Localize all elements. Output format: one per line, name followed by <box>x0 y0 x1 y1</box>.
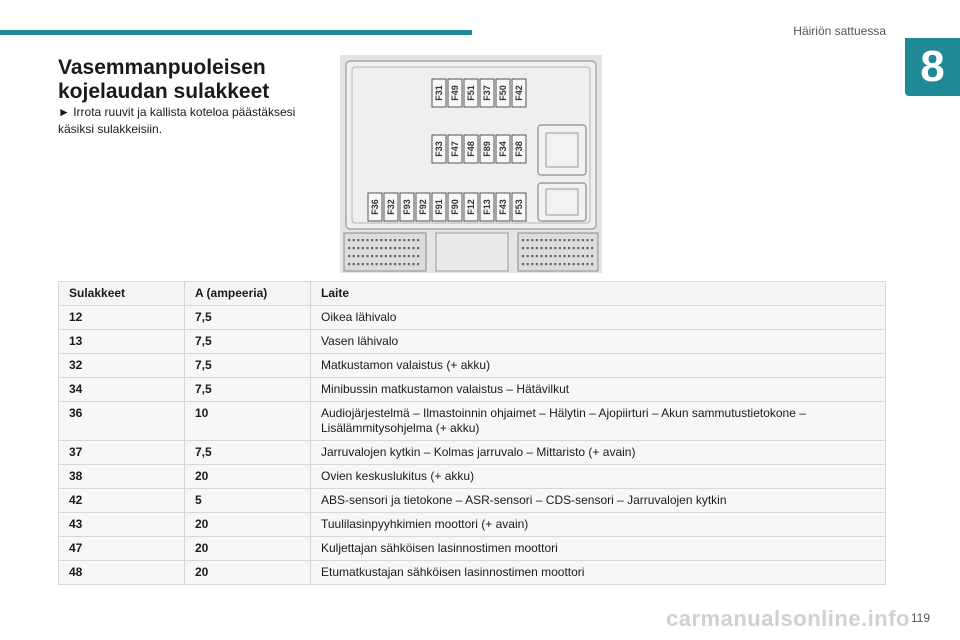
connector-pin <box>399 263 401 265</box>
table-row <box>59 489 886 513</box>
watermark: carmanualsonline.info <box>666 606 910 631</box>
fuse-label: F33 <box>434 141 444 157</box>
column-header-fuse: Sulakkeet <box>59 282 185 306</box>
device-description: Audiojärjestelmä – Ilmastoinnin ohjaimet – Hälytin – Ajopiirturi – Akun sammutustietokone – Lisälämmitysohjelma (+ akku) <box>311 402 886 441</box>
connector-pin <box>554 255 556 257</box>
connector-pin <box>577 247 579 249</box>
connector-pin <box>348 247 350 249</box>
connector-pin <box>522 263 524 265</box>
connector-pin <box>362 247 364 249</box>
connector-pin <box>554 239 556 241</box>
table-row <box>59 330 886 354</box>
device-description: Tuulilasinpyyhkimien moottori (+ avain) <box>311 513 886 537</box>
connector-pin <box>408 263 410 265</box>
fuse-table <box>58 281 886 585</box>
connector-pin <box>527 255 529 257</box>
connector-pin <box>582 263 584 265</box>
connector-pin <box>348 263 350 265</box>
connector-pin <box>366 247 368 249</box>
fuse-number: 12 <box>59 306 185 330</box>
connector-pin <box>559 239 561 241</box>
connector-pin <box>380 255 382 257</box>
connector-pin <box>582 255 584 257</box>
device-description: Oikea lähivalo <box>311 306 886 330</box>
connector-pin <box>586 239 588 241</box>
connector-pin <box>385 239 387 241</box>
connector-pin <box>550 239 552 241</box>
connector-pin <box>353 255 355 257</box>
connector-pin <box>371 263 373 265</box>
fuse-number: 42 <box>59 489 185 513</box>
connector-pin <box>417 255 419 257</box>
fuse-label: F51 <box>466 85 476 101</box>
fuse-number: 13 <box>59 330 185 354</box>
connector-pin <box>563 239 565 241</box>
fuse-label: F47 <box>450 141 460 157</box>
connector-pin <box>591 255 593 257</box>
fuse-label: F13 <box>482 199 492 215</box>
amperage: 7,5 <box>185 306 311 330</box>
connector-pin <box>366 263 368 265</box>
connector-pin <box>540 247 542 249</box>
connector-pin <box>403 255 405 257</box>
column-header-device: Laite <box>311 282 886 306</box>
connector-pin <box>573 239 575 241</box>
connector-pin <box>531 239 533 241</box>
connector-pin <box>573 255 575 257</box>
amperage: 7,5 <box>185 354 311 378</box>
fuse-number: 36 <box>59 402 185 441</box>
connector-pin <box>563 263 565 265</box>
connector-pin <box>522 255 524 257</box>
connector-pin <box>353 263 355 265</box>
connector-pin <box>385 263 387 265</box>
connector-pin <box>554 247 556 249</box>
fuse-label: F32 <box>386 199 396 215</box>
connector-pin <box>408 239 410 241</box>
chapter-number: 8 <box>905 38 960 96</box>
amperage: 5 <box>185 489 311 513</box>
table-row <box>59 561 886 585</box>
fuse-label: F90 <box>450 199 460 215</box>
fuse-label: F92 <box>418 199 428 215</box>
header-accent-bar <box>0 30 472 35</box>
connector-pin <box>527 239 529 241</box>
connector-pin <box>545 263 547 265</box>
fuse-label: F43 <box>498 199 508 215</box>
fuse-label: F89 <box>482 141 492 157</box>
connector-pin <box>554 263 556 265</box>
connector-pin <box>545 255 547 257</box>
connector-pin <box>412 263 414 265</box>
connector-pin <box>586 263 588 265</box>
connector-pin <box>540 263 542 265</box>
fuse-label: F31 <box>434 85 444 101</box>
fuse-number: 47 <box>59 537 185 561</box>
fuse-number: 32 <box>59 354 185 378</box>
connector-pin <box>563 247 565 249</box>
fuse-number: 43 <box>59 513 185 537</box>
table-row <box>59 537 886 561</box>
connector-pin <box>389 239 391 241</box>
fuse-label: F34 <box>498 141 508 157</box>
connector-pin <box>362 239 364 241</box>
connector-pin <box>568 263 570 265</box>
connector-pin <box>376 263 378 265</box>
connector-pin <box>371 255 373 257</box>
connector-pin <box>385 247 387 249</box>
connector-pin <box>540 255 542 257</box>
connector-pin <box>536 239 538 241</box>
connector-pin <box>577 239 579 241</box>
fuse-label: F12 <box>466 199 476 215</box>
connector-pin <box>403 247 405 249</box>
connector-pin <box>362 263 364 265</box>
connector-pin <box>559 263 561 265</box>
connector-pin <box>366 239 368 241</box>
connector-pin <box>591 247 593 249</box>
connector-pin <box>389 255 391 257</box>
connector-pin <box>563 255 565 257</box>
connector-pin <box>376 239 378 241</box>
connector-pin <box>545 239 547 241</box>
connector-pin <box>536 263 538 265</box>
connector-pin <box>380 239 382 241</box>
connector-pin <box>408 255 410 257</box>
amperage: 10 <box>185 402 311 441</box>
connector-pin <box>417 247 419 249</box>
device-description: ABS-sensori ja tietokone – ASR-sensori – CDS-sensori – Jarruvalojen kytkin <box>311 489 886 513</box>
device-description: Kuljettajan sähköisen lasinnostimen moottori <box>311 537 886 561</box>
connector-pin <box>394 239 396 241</box>
fuse-number: 38 <box>59 465 185 489</box>
connector-pin <box>545 247 547 249</box>
fuse-label: F91 <box>434 199 444 215</box>
connector-pin <box>591 239 593 241</box>
connector-pin <box>522 239 524 241</box>
fuse-label: F42 <box>514 85 524 101</box>
connector-pin <box>522 247 524 249</box>
connector-pin <box>348 239 350 241</box>
fuse-label: F48 <box>466 141 476 157</box>
connector-pin <box>559 247 561 249</box>
connector-pin <box>417 263 419 265</box>
fuse-box-diagram <box>340 55 602 273</box>
fuse-label: F49 <box>450 85 460 101</box>
amperage: 20 <box>185 561 311 585</box>
connector-pin <box>550 255 552 257</box>
connector-pin <box>389 247 391 249</box>
connector-pin <box>568 255 570 257</box>
connector-pin <box>389 263 391 265</box>
device-description: Matkustamon valaistus (+ akku) <box>311 354 886 378</box>
connector-pin <box>412 247 414 249</box>
connector-pin <box>550 247 552 249</box>
connector-pin <box>568 239 570 241</box>
connector-pin <box>403 263 405 265</box>
connector-pin <box>366 255 368 257</box>
connector-pin <box>394 263 396 265</box>
table-header-row <box>59 282 886 306</box>
table-row <box>59 378 886 402</box>
connector-pin <box>531 263 533 265</box>
table-row <box>59 402 886 441</box>
connector-pin <box>385 255 387 257</box>
connector-pin <box>399 247 401 249</box>
connector-pin <box>536 255 538 257</box>
amperage: 7,5 <box>185 441 311 465</box>
connector-pin <box>591 263 593 265</box>
device-description: Jarruvalojen kytkin – Kolmas jarruvalo – Mittaristo (+ avain) <box>311 441 886 465</box>
column-header-amps: A (ampeeria) <box>185 282 311 306</box>
connector-pin <box>536 247 538 249</box>
connector-pin <box>582 247 584 249</box>
connector-pin <box>353 239 355 241</box>
connector-pin <box>376 255 378 257</box>
fuse-label: F93 <box>402 199 412 215</box>
connector-pin <box>412 239 414 241</box>
connector-pin <box>531 247 533 249</box>
connector-pin <box>357 247 359 249</box>
connector-pin <box>348 255 350 257</box>
amperage: 20 <box>185 465 311 489</box>
fuse-label: F38 <box>514 141 524 157</box>
connector-pin <box>550 263 552 265</box>
connector-pin <box>357 263 359 265</box>
table-row <box>59 441 886 465</box>
device-description: Etumatkustajan sähköisen lasinnostimen moottori <box>311 561 886 585</box>
amperage: 20 <box>185 537 311 561</box>
fuse-number: 37 <box>59 441 185 465</box>
connector-pin <box>559 255 561 257</box>
amperage: 20 <box>185 513 311 537</box>
device-description: Minibussin matkustamon valaistus – Hätävilkut <box>311 378 886 402</box>
connector-pin <box>380 263 382 265</box>
connector-pin <box>527 263 529 265</box>
connector-pin <box>540 239 542 241</box>
connector-pin <box>380 247 382 249</box>
connector-pin <box>531 255 533 257</box>
connector-pin <box>568 247 570 249</box>
section-title: Häiriön sattuessa <box>793 24 886 38</box>
connector-pin <box>527 247 529 249</box>
table-row <box>59 306 886 330</box>
connector-pin <box>577 255 579 257</box>
connector-pin <box>357 255 359 257</box>
connector-pin <box>586 247 588 249</box>
fuse-number: 48 <box>59 561 185 585</box>
connector-pin <box>394 255 396 257</box>
fuse-label: F36 <box>370 199 380 215</box>
page-number: 119 <box>910 611 930 625</box>
connector-pin <box>394 247 396 249</box>
connector-pin <box>412 255 414 257</box>
instruction-text: ► Irrota ruuvit ja kallista koteloa päästäksesi käsiksi sulakkeisiin. <box>58 105 296 136</box>
connector-pin <box>417 239 419 241</box>
amperage: 7,5 <box>185 378 311 402</box>
page-heading: Vasemmanpuoleisen kojelaudan sulakkeet <box>58 56 270 103</box>
connector-pin <box>376 247 378 249</box>
fuse-number: 34 <box>59 378 185 402</box>
connector-pin <box>408 247 410 249</box>
connector-pin <box>582 239 584 241</box>
connector-pin <box>362 255 364 257</box>
connector-pin <box>573 247 575 249</box>
connector-pin <box>399 255 401 257</box>
fuse-label: F37 <box>482 85 492 101</box>
connector-pin <box>573 263 575 265</box>
connector-pin <box>399 239 401 241</box>
amperage: 7,5 <box>185 330 311 354</box>
connector-pin <box>353 247 355 249</box>
table-row <box>59 513 886 537</box>
connector-pin <box>577 263 579 265</box>
connector-pin <box>403 239 405 241</box>
fuse-label: F50 <box>498 85 508 101</box>
connector-pin <box>357 239 359 241</box>
connector-pin <box>371 239 373 241</box>
connector-pin <box>586 255 588 257</box>
device-description: Ovien keskuslukitus (+ akku) <box>311 465 886 489</box>
table-row <box>59 465 886 489</box>
connector-pin <box>371 247 373 249</box>
table-row <box>59 354 886 378</box>
fuse-label: F53 <box>514 199 524 215</box>
device-description: Vasen lähivalo <box>311 330 886 354</box>
